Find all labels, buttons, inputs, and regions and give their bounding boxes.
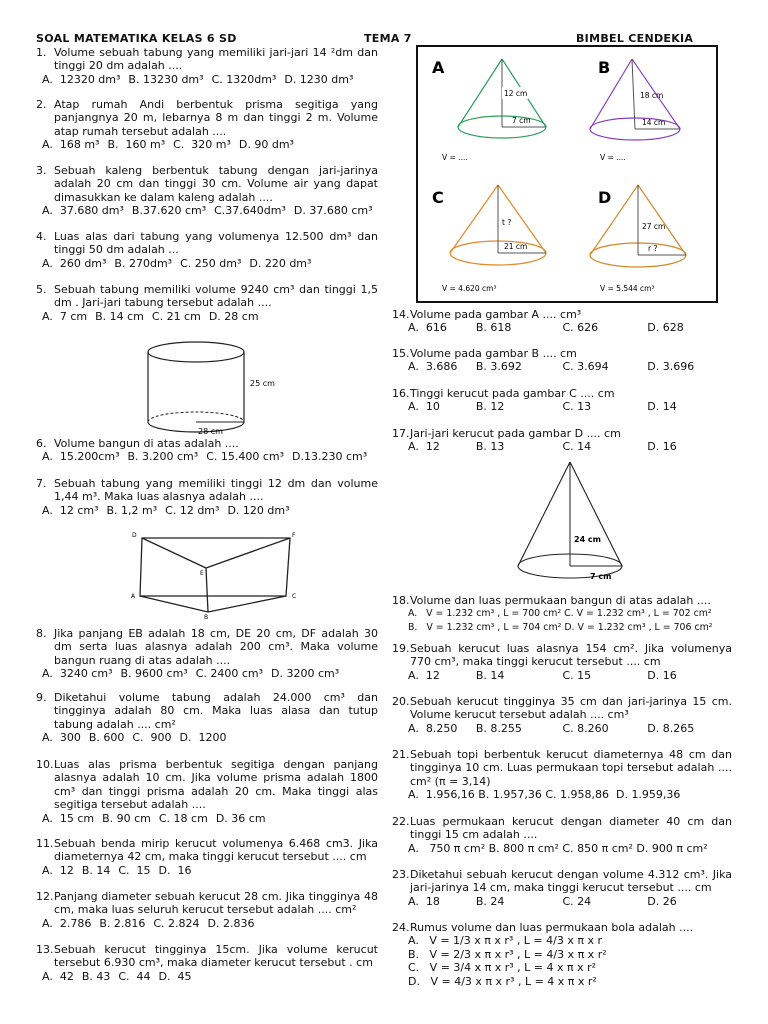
question-text: Sebuah tabung memiliki volume 9240 cm³ dan tinggi 1,5 dm . Jari-jari tabung tersebut adalah .... xyxy=(54,283,378,310)
answer-option[interactable]: C. 21 cm xyxy=(151,309,201,323)
answer-option[interactable]: C. 13 xyxy=(562,400,592,414)
cone-d-letter: D xyxy=(598,188,612,207)
answer-option[interactable]: C. 900 xyxy=(132,731,172,745)
cone-b-letter: B xyxy=(598,58,611,77)
question-text: Volume sebuah tabung yang memiliki jari-jari 14 ²dm dan tinggi 20 dm adalah .... xyxy=(54,46,378,73)
question-text: Luas alas prisma berbentuk segitiga dengan panjang alasnya adalah 10 cm. Jika volume prisma adalah 1800 cm³ dan tinggi prisma adalah 20 cm. Maka tinggi alas segitiga tersebut adalah .... xyxy=(54,758,378,812)
question-text: Sebuah benda mirip kerucut volumenya 6.468 cm3. Jika diameternya 42 cm, maka tinggi kerucut tersebut .... cm xyxy=(54,837,378,864)
answer-option[interactable]: A. 10 xyxy=(408,400,440,414)
cylinder-height-label: 25 cm xyxy=(250,379,275,388)
answer-option[interactable]: C. 15 xyxy=(562,668,592,682)
answer-option[interactable]: B. 13 xyxy=(475,440,505,454)
question-number: 15. xyxy=(392,347,410,360)
question-number: 16. xyxy=(392,387,410,400)
answer-option[interactable]: A. 300 xyxy=(42,731,81,745)
answer-option[interactable]: A. 18 xyxy=(408,894,440,908)
question-2 xyxy=(36,98,378,152)
cone-d-volume: V = 5.544 cm³ xyxy=(600,284,655,293)
answer-option[interactable]: C. 15.400 cm³ xyxy=(206,450,285,464)
answer-option[interactable]: D. 45 xyxy=(158,969,192,983)
question-number: 12. xyxy=(36,890,54,903)
answer-option[interactable]: D. 8.265 xyxy=(647,721,695,735)
question-3 xyxy=(36,164,378,218)
answer-option[interactable]: A. 12 xyxy=(408,440,440,454)
answer-option[interactable]: B. 9600 cm³ xyxy=(120,667,188,681)
answer-option[interactable]: B. 13230 dm³ xyxy=(128,72,204,86)
cylinder-diameter-label: 28 cm xyxy=(198,427,223,436)
answer-option[interactable]: B. 14 xyxy=(475,668,505,682)
answer-option[interactable]: A. 616 xyxy=(408,321,447,335)
question-text: Jari-jari kerucut pada gambar D .... cm xyxy=(410,427,621,440)
question-19 xyxy=(392,642,732,682)
answer-option[interactable]: D. 16 xyxy=(647,668,677,682)
answer-option[interactable]: D. 220 dm³ xyxy=(249,256,312,270)
question-number: 1. xyxy=(36,46,47,59)
question-text: Atap rumah Andi berbentuk prisma segitiga yang panjangnya 20 m, lebarnya 8 m dan tinggi 2 m. Volume atap rumah tersebut adalah .... xyxy=(54,98,378,138)
question-number: 17. xyxy=(392,427,410,440)
question-4 xyxy=(36,230,378,270)
question-number: 11. xyxy=(36,837,54,850)
cone-figure-q18 xyxy=(512,458,632,586)
answer-option[interactable]: D. V = 4/3 x π x r³ , L = 4 x π x r² xyxy=(408,974,597,988)
prism-vertex-f: F xyxy=(292,532,296,539)
question-16 xyxy=(392,387,732,414)
publisher-label: BIMBEL CENDEKIA xyxy=(576,32,694,45)
question-text: Panjang diameter sebuah kerucut 28 cm. Jika tingginya 48 cm, maka luas seluruh kerucut tersebut adalah .... cm² xyxy=(54,890,378,917)
answer-option[interactable]: D.13.230 cm³ xyxy=(292,450,368,464)
answer-option[interactable]: A. 7 cm xyxy=(42,309,88,323)
answer-option[interactable]: A. V = 1/3 x π x r³ , L = 4/3 x π x r xyxy=(408,934,602,948)
prism-vertex-d: D xyxy=(132,532,137,539)
question-24 xyxy=(392,921,732,988)
answer-option[interactable]: D. 16 xyxy=(647,440,677,454)
answer-option[interactable]: A. 260 dm³ xyxy=(42,256,107,270)
question-12 xyxy=(36,890,378,930)
question-number: 6. xyxy=(36,437,47,450)
answer-option[interactable]: D. 14 xyxy=(647,400,677,414)
question-9 xyxy=(36,691,378,745)
answer-option[interactable]: C. V = 3/4 x π x r³ , L = 4 x π x r² xyxy=(408,961,597,975)
answer-option[interactable]: C. 1320dm³ xyxy=(211,72,277,86)
question-text: Volume pada gambar A .... cm³ xyxy=(410,308,582,321)
prism-vertex-b: B xyxy=(204,614,209,621)
cone-c-height: t ? xyxy=(502,218,512,227)
cone-c-radius: 21 cm xyxy=(504,242,528,251)
question-21 xyxy=(392,748,732,802)
answer-option[interactable]: A. 12 xyxy=(408,668,440,682)
question-5 xyxy=(36,283,378,323)
answer-option[interactable]: A. 3.686 xyxy=(408,360,458,374)
prism-figure xyxy=(128,528,308,620)
cone18-radius: 7 cm xyxy=(590,572,612,581)
question-text: Rumus volume dan luas permukaan bola adalah .... xyxy=(410,921,694,934)
answer-option[interactable]: C. 2.824 xyxy=(153,916,200,930)
answer-option[interactable]: A. 12 cm³ xyxy=(42,503,99,517)
answer-option[interactable]: B. 3.692 xyxy=(475,360,522,374)
question-number: 5. xyxy=(36,283,47,296)
answer-option[interactable]: C. 8.260 xyxy=(562,721,609,735)
cone-a-letter: A xyxy=(432,58,445,77)
question-13 xyxy=(36,943,378,983)
answer-option[interactable]: B. 600 xyxy=(88,731,125,745)
question-number: 14. xyxy=(392,308,410,321)
answer-option[interactable]: A. 8.250 xyxy=(408,721,458,735)
answer-option[interactable]: A. 168 m³ xyxy=(42,138,100,152)
question-number: 22. xyxy=(392,815,410,828)
question-8 xyxy=(36,627,378,681)
answer-option[interactable]: A. V = 1.232 cm³ , L = 700 cm² C. V = 1.232 cm³ , L = 702 cm² xyxy=(408,608,712,620)
answer-option[interactable]: D. 1230 dm³ xyxy=(284,72,354,86)
question-number: 9. xyxy=(36,691,47,704)
question-number: 21. xyxy=(392,748,410,761)
cone-d-height: 27 cm xyxy=(642,222,666,231)
answer-option[interactable]: D. 628 xyxy=(647,321,684,335)
answer-option[interactable]: B. 14 xyxy=(81,863,111,877)
prism-vertex-c: C xyxy=(292,593,297,600)
cone-c-letter: C xyxy=(432,188,444,207)
question-number: 13. xyxy=(36,943,54,956)
answer-option[interactable]: D. 1200 xyxy=(179,731,227,745)
question-23 xyxy=(392,868,732,908)
answer-option[interactable]: D. 120 dm³ xyxy=(227,503,290,517)
question-text: Luas alas dari tabung yang volumenya 12.500 dm³ dan tinggi 50 dm adalah ... xyxy=(54,230,378,257)
answer-option[interactable]: A. 12 xyxy=(42,863,74,877)
cone-b-volume: V = .... xyxy=(600,153,626,162)
question-text: Volume pada gambar B .... cm xyxy=(410,347,577,360)
answer-option[interactable]: C. 44 xyxy=(118,969,151,983)
question-14 xyxy=(392,308,732,335)
question-20 xyxy=(392,695,732,735)
answer-option[interactable]: A. 42 xyxy=(42,969,74,983)
question-text: Diketahui volume tabung adalah 24.000 cm³ dan tingginya adalah 80 cm. Maka luas alasa dan tutup tabung adalah .... cm² xyxy=(54,691,378,731)
question-15 xyxy=(392,347,732,374)
question-text: Diketahui sebuah kerucut dengan volume 4.312 cm³. Jika jari-jarinya 14 cm, maka tinggi kerucut tersebut .... cm xyxy=(410,868,732,895)
answer-option[interactable]: D. 28 cm xyxy=(208,309,259,323)
question-number: 7. xyxy=(36,477,47,490)
question-text: Sebuah kaleng berbentuk tabung dengan jari-jarinya adalah 20 cm dan tinggi 30 cm. Volume air yang dapat dimasukkan ke dalam kaleng adalah .... xyxy=(54,164,378,204)
answer-option[interactable]: D. 3.696 xyxy=(647,360,695,374)
answer-option[interactable]: B. 8.255 xyxy=(475,721,522,735)
answer-option[interactable]: A. 15.200cm³ xyxy=(42,450,120,464)
prism-vertex-e: E xyxy=(200,570,204,577)
question-number: 3. xyxy=(36,164,47,177)
answer-option[interactable]: D. 16 xyxy=(158,863,192,877)
answer-option[interactable]: B. 270dm³ xyxy=(114,256,173,270)
question-text: Tinggi kerucut pada gambar C .... cm xyxy=(410,387,615,400)
question-number: 10. xyxy=(36,758,54,771)
cone-c-volume: V = 4.620 cm³ xyxy=(442,284,497,293)
question-text: Luas permukaan kerucut dengan diameter 40 cm dan tinggi 15 cm adalah .... xyxy=(410,815,732,842)
cone-b-radius: 14 cm xyxy=(642,118,666,127)
question-number: 2. xyxy=(36,98,47,111)
question-number: 23. xyxy=(392,868,410,881)
answer-option[interactable]: C. 250 dm³ xyxy=(180,256,242,270)
theme-label: TEMA 7 xyxy=(364,32,412,45)
answer-option[interactable]: B. 3.200 cm³ xyxy=(127,450,199,464)
answer-option[interactable]: B.37.620 cm³ xyxy=(131,204,207,218)
cylinder-figure xyxy=(140,336,275,446)
question-number: 20. xyxy=(392,695,410,708)
cone-a-height: 12 cm xyxy=(504,89,528,98)
answer-option[interactable]: C. 15 xyxy=(118,863,151,877)
question-text: Sebuah kerucut tingginya 35 cm dan jari-jarinya 15 cm. Volume kerucut tersebut adalah .... cm³ xyxy=(410,695,732,722)
question-10 xyxy=(36,758,378,825)
answer-option[interactable]: A. 15 cm xyxy=(42,811,95,825)
answer-option[interactable]: C. 3.694 xyxy=(562,360,609,374)
question-18 xyxy=(392,594,732,634)
answer-option[interactable]: C. 14 xyxy=(562,440,592,454)
answer-option[interactable]: D. 36 cm xyxy=(215,811,266,825)
question-number: 4. xyxy=(36,230,47,243)
question-1 xyxy=(36,46,378,86)
answer-option[interactable]: D. 2.836 xyxy=(207,916,255,930)
answer-option[interactable]: B. 24 xyxy=(475,894,505,908)
question-text: Sebuah topi berbentuk kerucut diameternya 48 cm dan tingginya 10 cm. Luas permukaan topi tersebut adalah .... cm² (π = 3,14) xyxy=(410,748,732,788)
answer-option[interactable]: D. 37.680 cm³ xyxy=(293,204,373,218)
answer-option[interactable]: C. 626 xyxy=(562,321,599,335)
answer-option[interactable]: C. 24 xyxy=(562,894,592,908)
question-text: Sebuah kerucut luas alasnya 154 cm². Jika volumenya 770 cm³, maka tinggi kerucut tersebut .... cm xyxy=(410,642,732,669)
answer-option[interactable]: B. 14 cm xyxy=(95,309,144,323)
question-text: Volume bangun di atas adalah .... xyxy=(54,437,239,450)
answer-option[interactable]: B. 90 cm xyxy=(102,811,151,825)
question-11 xyxy=(36,837,378,877)
answer-option[interactable]: B. 43 xyxy=(81,969,111,983)
answer-option[interactable]: A. 37.680 dm³ xyxy=(42,204,124,218)
answer-option[interactable]: B. 2.816 xyxy=(99,916,146,930)
cone-d-radius: r ? xyxy=(648,244,658,253)
cone-b-height: 18 cm xyxy=(640,91,664,100)
cone-a-volume: V = .... xyxy=(442,153,468,162)
question-7 xyxy=(36,477,378,517)
question-22 xyxy=(392,815,732,855)
answer-option[interactable]: A. 750 π cm² B. 800 π cm² C. 850 π cm² D. 900 π cm² xyxy=(408,841,708,855)
cone18-height: 24 cm xyxy=(574,535,601,544)
question-17 xyxy=(392,427,732,454)
answer-option[interactable]: D. 26 xyxy=(647,894,677,908)
question-number: 24. xyxy=(392,921,410,934)
answer-option[interactable]: B. V = 2/3 x π x r³ , L = 4/3 x π x r² xyxy=(408,947,607,961)
cone-a-radius: 7 cm xyxy=(512,116,531,125)
answer-option[interactable]: A. 12320 dm³ xyxy=(42,72,121,86)
answer-option[interactable]: B. 1,2 m³ xyxy=(106,503,158,517)
question-text: Volume dan luas permukaan bangun di atas adalah .... xyxy=(410,594,711,607)
answer-option[interactable]: A. 1.956,16 B. 1.957,36 C. 1.958,86 D. 1.959,36 xyxy=(408,788,681,802)
answer-option[interactable]: B. V = 1.232 cm³ , L = 704 cm² D. V = 1.232 cm³ , L = 706 cm² xyxy=(408,621,713,633)
answer-option[interactable]: B. 160 m³ xyxy=(107,138,166,152)
answer-option[interactable]: A. 2.786 xyxy=(42,916,92,930)
question-text: Sebuah kerucut tingginya 15cm. Jika volume kerucut tersebut 6.930 cm³, maka diameter kerucut tersebut . cm xyxy=(54,943,378,970)
answer-option[interactable]: A. 3240 cm³ xyxy=(42,667,113,681)
answer-option[interactable]: C.37.640dm³ xyxy=(214,204,286,218)
answer-option[interactable]: B. 12 xyxy=(475,400,505,414)
answer-option[interactable]: C. 12 dm³ xyxy=(165,503,220,517)
answer-option[interactable]: D. 90 dm³ xyxy=(238,138,294,152)
cone-grid-figure xyxy=(416,45,718,303)
answer-option[interactable]: C. 2400 cm³ xyxy=(195,667,264,681)
answer-option[interactable]: C. 18 cm xyxy=(158,811,208,825)
question-text: Sebuah tabung yang memiliki tinggi 12 dm dan volume 1,44 m³. Maka luas alasnya adalah .... xyxy=(54,477,378,504)
question-number: 8. xyxy=(36,627,47,640)
question-text: Jika panjang EB adalah 18 cm, DE 20 cm, DF adalah 30 dm serta luas alasnya adalah 200 cm³. Maka volume bangun ruang di atas adalah .... xyxy=(54,627,378,667)
question-number: 18. xyxy=(392,594,410,607)
answer-option[interactable]: B. 618 xyxy=(475,321,512,335)
page-title: SOAL MATEMATIKA KELAS 6 SD xyxy=(36,32,237,45)
answer-option[interactable]: C. 320 m³ xyxy=(173,138,231,152)
question-number: 19. xyxy=(392,642,410,655)
prism-vertex-a: A xyxy=(131,593,136,600)
answer-option[interactable]: D. 3200 cm³ xyxy=(271,667,340,681)
